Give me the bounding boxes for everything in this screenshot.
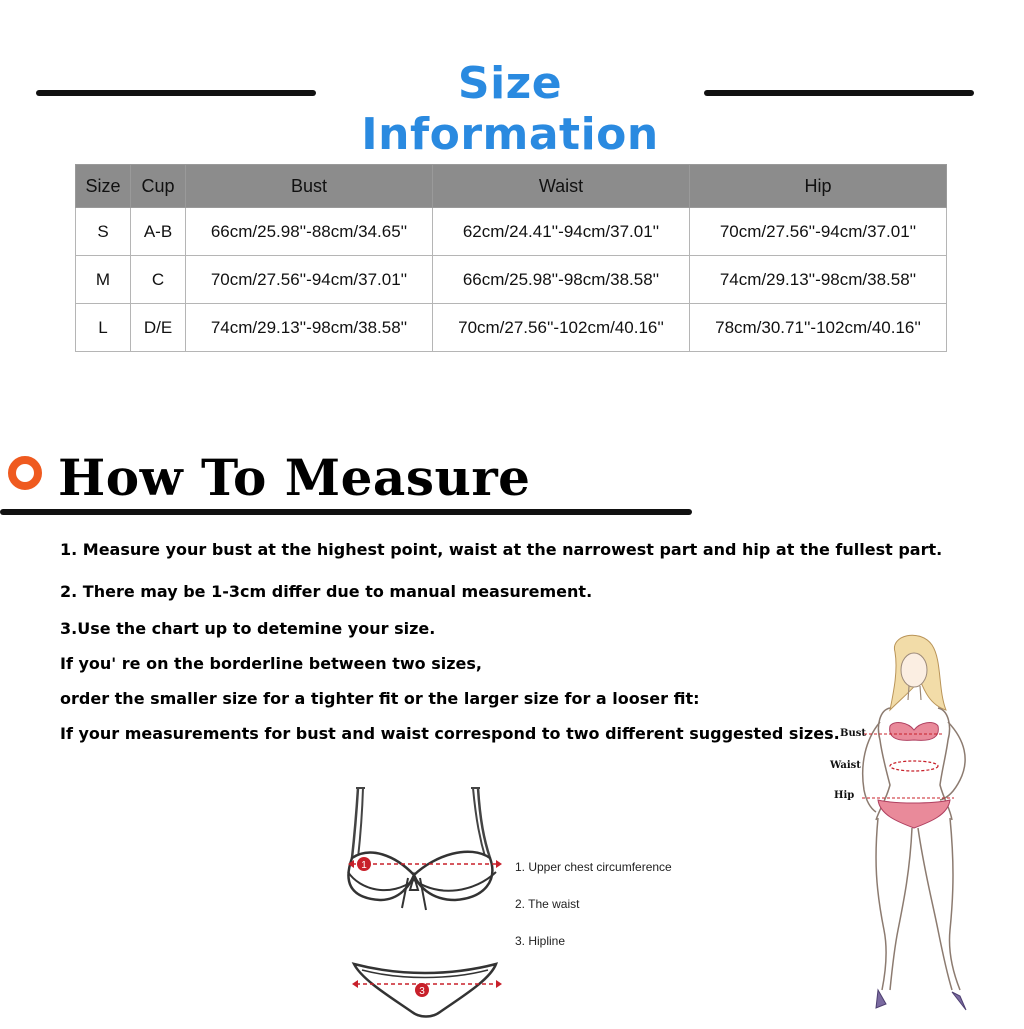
table-row bbox=[76, 256, 947, 304]
section-divider bbox=[0, 509, 692, 515]
marker-3-label: 3 bbox=[419, 986, 425, 997]
legend-waist: 2. The waist bbox=[515, 897, 580, 911]
size-table bbox=[75, 164, 947, 352]
header-waist: Waist bbox=[433, 165, 690, 208]
legend-upper-chest: 1. Upper chest circumference bbox=[515, 860, 672, 874]
cell-waist: 62cm/24.41''-94cm/37.01'' bbox=[433, 208, 690, 256]
header-cup: Cup bbox=[131, 165, 186, 208]
cell-waist: 66cm/25.98''-98cm/38.58'' bbox=[433, 256, 690, 304]
cell-cup: D/E bbox=[131, 304, 186, 352]
figure-label-bust: Bust bbox=[840, 728, 866, 739]
cell-size: M bbox=[76, 256, 131, 304]
cell-cup: C bbox=[131, 256, 186, 304]
cell-hip: 70cm/27.56''-94cm/37.01'' bbox=[690, 208, 947, 256]
fashion-figure bbox=[820, 630, 1020, 1020]
cell-cup: A-B bbox=[131, 208, 186, 256]
circle-bullet-icon bbox=[8, 456, 42, 490]
legend-hipline: 3. Hipline bbox=[515, 934, 566, 948]
woman-figure-illustration bbox=[820, 630, 1020, 1020]
cell-bust: 74cm/29.13''-98cm/38.58'' bbox=[186, 304, 433, 352]
table-header-row bbox=[76, 165, 947, 208]
instruction-line-5: order the smaller size for a tighter fit or the larger size for a looser fit: bbox=[60, 689, 700, 708]
table-row bbox=[76, 208, 947, 256]
title-divider-right bbox=[704, 90, 974, 96]
cell-hip: 74cm/29.13''-98cm/38.58'' bbox=[690, 256, 947, 304]
size-information-title: Size Information bbox=[361, 58, 659, 160]
cell-size: L bbox=[76, 304, 131, 352]
figure-label-waist: Waist bbox=[830, 760, 861, 771]
instruction-line-6: If your measurements for bust and waist correspond to two different suggested sizes. bbox=[60, 724, 840, 743]
garment-diagram bbox=[340, 780, 540, 1024]
header-size: Size bbox=[76, 165, 131, 208]
bikini-outline-illustration bbox=[340, 780, 540, 1024]
cell-bust: 66cm/25.98''-88cm/34.65'' bbox=[186, 208, 433, 256]
cell-size: S bbox=[76, 208, 131, 256]
cell-bust: 70cm/27.56''-94cm/37.01'' bbox=[186, 256, 433, 304]
table-row bbox=[76, 304, 947, 352]
instruction-line-2: 2. There may be 1-3cm differ due to manual measurement. bbox=[60, 582, 593, 601]
cell-hip: 78cm/30.71''-102cm/40.16'' bbox=[690, 304, 947, 352]
header-hip: Hip bbox=[690, 165, 947, 208]
marker-1-label: 1 bbox=[361, 860, 367, 871]
figure-label-hip: Hip bbox=[834, 790, 855, 801]
instruction-line-4: If you' re on the borderline between two sizes, bbox=[60, 654, 482, 673]
cell-waist: 70cm/27.56''-102cm/40.16'' bbox=[433, 304, 690, 352]
header-bust: Bust bbox=[186, 165, 433, 208]
title-divider-left bbox=[36, 90, 316, 96]
instruction-line-3: 3.Use the chart up to detemine your size. bbox=[60, 619, 436, 638]
how-to-measure-title: How To Measure bbox=[58, 448, 531, 507]
instruction-line-1: 1. Measure your bust at the highest point, waist at the narrowest part and hip at the fullest part. bbox=[60, 540, 943, 559]
